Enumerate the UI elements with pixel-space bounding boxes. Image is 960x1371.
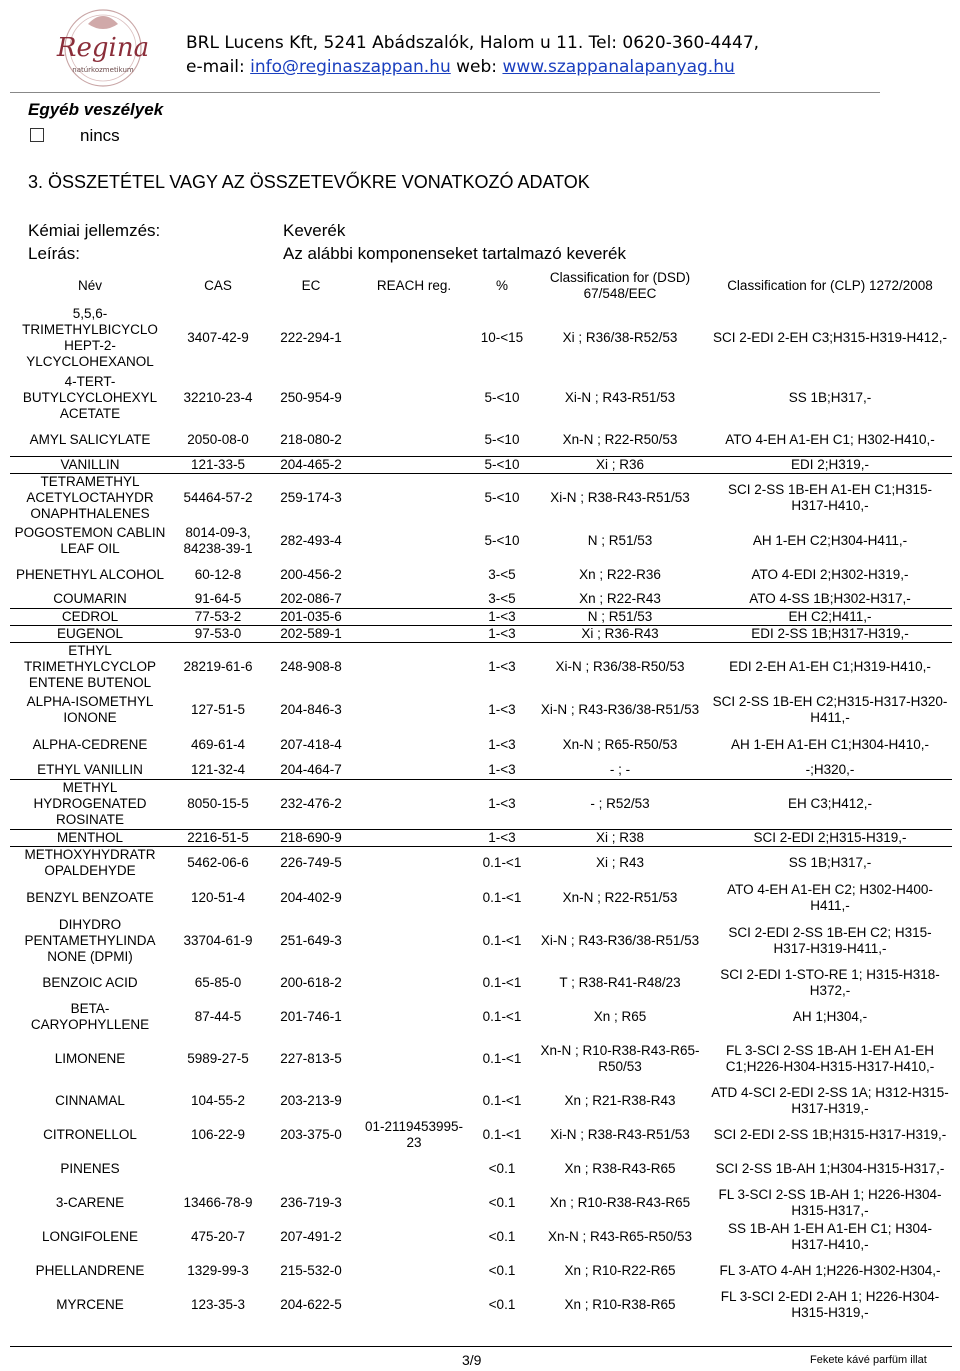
cell-name: ALPHA-ISOMETHYL IONONE <box>26 694 154 725</box>
cell-percent: 0.1-<1 <box>482 1127 522 1142</box>
cell-dsd: Xn-N ; R22-R51/53 <box>562 890 678 905</box>
table-row <box>10 1000 952 1034</box>
cell-ec: 204-402-9 <box>280 890 342 905</box>
table-row <box>10 559 952 591</box>
cell-clp: EDI 2-EH A1-EH C1;H319-H410,- <box>729 659 931 675</box>
cell-dsd: Xi ; R36-R43 <box>532 625 708 642</box>
cell-ec: 282-493-4 <box>280 533 342 548</box>
cell-ec <box>266 1152 356 1186</box>
cell-percent: 0.1-<1 <box>482 890 522 905</box>
cell-cas: 87-44-5 <box>194 1009 242 1024</box>
cell-ec: 236-719-3 <box>280 1195 342 1210</box>
svg-text:natúrkozmetikum: natúrkozmetikum <box>72 66 134 74</box>
cell-name: MENTHOL <box>10 829 170 846</box>
cell-clp: ATO 4-EDI 2;H302-H319,- <box>751 567 909 582</box>
cell-dsd: Xi ; R36 <box>532 456 708 473</box>
cell-reach <box>356 591 472 608</box>
cell-percent: <0.1 <box>488 1263 516 1278</box>
cell-percent: 1-<3 <box>472 625 532 642</box>
cell-dsd: - ; R52/53 <box>532 779 708 829</box>
cell-clp: SCI 2-SS 1B-AH 1;H304-H315-H317,- <box>715 1161 945 1176</box>
cell-reach <box>356 692 472 728</box>
cell-percent: 1-<3 <box>488 737 516 752</box>
cell-reach <box>356 966 472 1000</box>
table-row <box>10 1220 952 1254</box>
cell-ec: 251-649-3 <box>280 933 342 948</box>
cell-name: 3-CARENE <box>55 1195 125 1210</box>
cell-dsd: T ; R38-R41-R48/23 <box>559 975 681 990</box>
cell-cas: 1329-99-3 <box>187 1263 249 1278</box>
cell-ec: 218-080-2 <box>266 424 356 456</box>
cell-clp: FL 3-SCI 2-SS 1B-AH 1-EH A1-EH C1;H226-H304-H315-H317-H410,- <box>725 1043 935 1074</box>
cell-cas: 60-12-8 <box>194 567 242 582</box>
cell-clp: SCI 2-EDI 2-SS 1B-EH C2; H315-H317-H319-H411,- <box>728 925 932 956</box>
cell-reach <box>356 1254 472 1288</box>
cell-clp: SCI 2-SS 1B-EH C2;H315-H317-H320-H411,- <box>712 694 948 725</box>
cell-cas: 3407-42-9 <box>187 330 249 345</box>
cell-reach <box>356 1084 472 1118</box>
cell-percent: <0.1 <box>488 1297 516 1312</box>
cell-name: ETHYL VANILLIN <box>10 762 170 779</box>
cell-dsd: Xn-N ; R22-R50/53 <box>532 424 708 456</box>
cell-dsd: Xn ; R10-R22-R65 <box>564 1263 676 1278</box>
table-row <box>10 424 952 456</box>
cell-clp: AH 1-EH A1-EH C1;H304-H410,- <box>730 737 930 752</box>
cell-cas: 123-35-3 <box>190 1297 246 1312</box>
cell-percent: <0.1 <box>488 1195 516 1210</box>
cell-percent: 0.1-<1 <box>482 1009 522 1024</box>
cell-reach <box>356 779 472 829</box>
cell-cas: 8014-09-3, 84238-39-1 <box>183 525 253 556</box>
cell-name: ETHYL TRIMETHYLCYCLOP ENTENE BUTENOL <box>23 643 157 691</box>
cell-dsd: Xn ; R21-R38-R43 <box>564 1093 676 1108</box>
col-header-clp: Classification for (CLP) 1272/2008 <box>727 278 933 293</box>
cell-dsd: Xi-N ; R36/38-R50/53 <box>555 659 685 675</box>
cell-dsd: N ; R51/53 <box>532 608 708 625</box>
cell-reach <box>356 1000 472 1034</box>
table-row <box>10 1288 952 1322</box>
table-row <box>10 762 952 779</box>
cell-ec: 248-908-8 <box>280 659 342 675</box>
cell-dsd: Xn ; R38-R43-R65 <box>564 1161 676 1176</box>
col-header-name: Név <box>77 278 102 293</box>
cell-percent: 5-<10 <box>484 533 520 548</box>
chem-value: Keverék <box>283 221 346 240</box>
cell-ec: 259-174-3 <box>280 490 342 506</box>
table-header-row <box>10 268 952 304</box>
cell-clp: SCI 2-EDI 1-STO-RE 1; H315-H318-H372,- <box>720 967 940 998</box>
header-divider <box>10 92 880 93</box>
cell-reach <box>356 762 472 779</box>
cell-percent: 5-<10 <box>484 490 520 506</box>
composition-table <box>10 268 952 1322</box>
cell-ec: 201-746-1 <box>280 1009 342 1024</box>
cell-reach <box>356 880 472 916</box>
composition-table-body <box>10 304 952 1322</box>
cell-reach <box>356 473 472 523</box>
cell-name: COUMARIN <box>10 591 170 608</box>
table-row <box>10 1034 952 1084</box>
cell-cas <box>170 1152 266 1186</box>
cell-name: BENZYL BENZOATE <box>26 890 154 905</box>
cell-percent: 0.1-<1 <box>482 933 522 948</box>
cell-dsd: Xi-N ; R43-R51/53 <box>564 390 676 405</box>
cell-cas: 2216-51-5 <box>170 829 266 846</box>
cell-ec: 200-618-2 <box>280 975 342 990</box>
contact-line: e-mail: info@reginaszappan.hu web: www.szappanalapanyag.hu <box>186 57 735 77</box>
cell-clp: ATO 4-SS 1B;H302-H317,- <box>708 591 952 608</box>
cell-dsd: Xn ; R22-R36 <box>579 567 661 582</box>
table-row <box>10 608 952 625</box>
col-header-dsd: Classification for (DSD) 67/548/EEC <box>549 270 691 301</box>
company-line: BRL Lucens Kft, 5241 Abádszalók, Halom u 11. Tel: 0620-360-4447, <box>186 33 760 53</box>
cell-ec: 201-035-6 <box>266 608 356 625</box>
cell-clp: EDI 2-SS 1B;H317-H319,- <box>708 625 952 642</box>
regina-logo <box>28 4 178 92</box>
cell-name: AMYL SALICYLATE <box>10 424 170 456</box>
table-row <box>10 625 952 642</box>
cell-ec: 202-589-1 <box>266 625 356 642</box>
cell-reach <box>356 1186 472 1220</box>
cell-reach <box>356 424 472 456</box>
cell-ec: 204-464-7 <box>266 762 356 779</box>
cell-name: POGOSTEMON CABLIN LEAF OIL <box>14 525 166 556</box>
cell-ec: 207-491-2 <box>280 1229 342 1244</box>
cell-ec: 200-456-2 <box>280 567 342 582</box>
table-row <box>10 372 952 424</box>
table-row <box>10 591 952 608</box>
cell-name: BENZOIC ACID <box>42 975 138 990</box>
email-link[interactable]: info@reginaszappan.hu <box>250 57 451 77</box>
cell-cas: 65-85-0 <box>194 975 242 990</box>
cell-ec: 204-622-5 <box>280 1297 342 1312</box>
cell-reach <box>356 1288 472 1322</box>
cell-percent: 5-<10 <box>472 456 532 473</box>
table-row <box>10 1084 952 1118</box>
cell-reach <box>356 728 472 762</box>
cell-dsd: Xn ; R22-R43 <box>532 591 708 608</box>
cell-ec: 232-476-2 <box>266 779 356 829</box>
cell-ec: 215-532-0 <box>280 1263 342 1278</box>
cell-dsd: Xi ; R38 <box>532 829 708 846</box>
cell-percent: 1-<3 <box>488 659 516 675</box>
cell-percent: 10-<15 <box>480 330 524 345</box>
cell-reach <box>356 916 472 966</box>
cell-reach <box>356 846 472 880</box>
cell-percent: 0.1-<1 <box>482 1051 522 1066</box>
cell-cas: 77-53-2 <box>170 608 266 625</box>
cell-dsd: Xn ; R10-R38-R65 <box>564 1297 676 1312</box>
table-row <box>10 304 952 372</box>
cell-name: TETRAMETHYL ACETYLOCTAHYDR ONAPHTHALENES <box>26 474 154 522</box>
other-hazards-title: Egyéb veszélyek <box>28 100 164 119</box>
col-header-cas: CAS <box>204 278 232 293</box>
cell-clp: SS 1B;H317,- <box>788 855 872 871</box>
cell-reach <box>356 304 472 372</box>
cell-percent: 5-<10 <box>472 424 532 456</box>
cell-clp: FL 3-SCI 2-SS 1B-AH 1; H226-H304-H315-H317,- <box>718 1187 942 1218</box>
cell-name: LIMONENE <box>54 1051 126 1066</box>
table-row <box>10 642 952 692</box>
col-header-ec: EC <box>301 278 321 293</box>
cell-cas: 5989-27-5 <box>187 1051 249 1066</box>
cell-cas: 54464-57-2 <box>183 490 253 506</box>
cell-cas: 91-64-5 <box>170 591 266 608</box>
cell-cas: 469-61-4 <box>190 737 246 752</box>
cell-name: CINNAMAL <box>55 1093 125 1108</box>
cell-cas: 120-51-4 <box>190 890 246 905</box>
cell-clp: -;H320,- <box>708 762 952 779</box>
table-row <box>10 728 952 762</box>
desc-label: Leírás: <box>28 244 80 263</box>
table-row <box>10 779 952 829</box>
cell-dsd: Xi ; R36/38-R52/53 <box>562 330 678 345</box>
cell-reach <box>356 608 472 625</box>
cell-name: VANILLIN <box>10 456 170 473</box>
cell-clp: FL 3-ATO 4-AH 1;H226-H302-H304,- <box>719 1263 941 1278</box>
cell-cas: 106-22-9 <box>190 1127 246 1142</box>
cell-clp: EDI 2;H319,- <box>708 456 952 473</box>
table-row <box>10 523 952 559</box>
table-row <box>10 1118 952 1152</box>
cell-reach <box>356 559 472 591</box>
chem-label: Kémiai jellemzés: <box>28 221 161 240</box>
cell-clp: SCI 2-EDI 2-SS 1B;H315-H317-H319,- <box>713 1127 947 1142</box>
cell-clp: EH C2;H411,- <box>708 608 952 625</box>
cell-name: METHYL HYDROGENATED ROSINATE <box>10 779 170 829</box>
table-row <box>10 1152 952 1186</box>
cell-reach <box>356 829 472 846</box>
cell-percent: 0.1-<1 <box>482 975 522 990</box>
cell-name: MYRCENE <box>56 1297 124 1312</box>
cell-clp: SCI 2-SS 1B-EH A1-EH C1;H315-H317-H410,- <box>727 482 933 514</box>
cell-reach <box>356 642 472 692</box>
cell-name: PHENETHYL ALCOHOL <box>15 567 165 582</box>
cell-cas: 121-32-4 <box>170 762 266 779</box>
table-row <box>10 916 952 966</box>
table-row <box>10 1254 952 1288</box>
cell-name: EUGENOL <box>10 625 170 642</box>
cell-reach <box>356 1034 472 1084</box>
cell-clp: SS 1B-AH 1-EH A1-EH C1; H304-H317-H410,- <box>727 1221 933 1252</box>
cell-name: PINENES <box>60 1161 120 1176</box>
footer-divider <box>10 1346 952 1347</box>
cell-cas: 28219-61-6 <box>183 659 253 675</box>
cell-reach: 01-2119453995-23 <box>364 1119 464 1150</box>
cell-ec: 227-813-5 <box>280 1051 342 1066</box>
web-link[interactable]: www.szappanalapanyag.hu <box>502 57 735 77</box>
cell-dsd: Xi-N ; R43-R36/38-R51/53 <box>540 933 700 948</box>
cell-clp: SCI 2-EDI 2;H315-H319,- <box>708 829 952 846</box>
cell-name: CEDROL <box>10 608 170 625</box>
cell-percent: 3-<5 <box>488 567 516 582</box>
table-row <box>10 880 952 916</box>
cell-clp: ATO 4-EH A1-EH C1; H302-H410,- <box>708 424 952 456</box>
table-row <box>10 692 952 728</box>
col-header-percent: % <box>495 278 508 293</box>
cell-ec: 226-749-5 <box>280 855 342 871</box>
cell-reach <box>356 372 472 424</box>
cell-name: PHELLANDRENE <box>35 1263 145 1278</box>
cell-reach <box>356 456 472 473</box>
cell-reach <box>356 523 472 559</box>
cell-reach <box>356 1220 472 1254</box>
cell-cas: 127-51-5 <box>190 702 246 717</box>
cell-percent: 1-<3 <box>472 829 532 846</box>
cell-ec: 204-465-2 <box>266 456 356 473</box>
col-header-reach: REACH reg. <box>376 278 452 293</box>
cell-cas: 104-55-2 <box>190 1093 246 1108</box>
cell-dsd: - ; - <box>532 762 708 779</box>
table-row <box>10 473 952 523</box>
cell-name: 4-TERT-BUTYLCYCLOHEXYL ACETATE <box>22 374 158 421</box>
cell-ec: 207-418-4 <box>280 737 342 752</box>
cell-dsd: Xn-N ; R10-R38-R43-R65-R50/53 <box>540 1043 700 1074</box>
cell-ec: 203-375-0 <box>280 1127 342 1142</box>
footer-product-name: Fekete kávé parfüm illat <box>810 1354 927 1366</box>
cell-cas: 5462-06-6 <box>187 855 249 871</box>
cell-clp: SS 1B;H317,- <box>788 390 872 405</box>
page-number: 3/9 <box>462 1352 482 1368</box>
cell-clp: ATO 4-EH A1-EH C2; H302-H400-H411,- <box>727 882 933 913</box>
cell-dsd: Xn-N ; R65-R50/53 <box>562 737 678 752</box>
cell-ec: 218-690-9 <box>266 829 356 846</box>
cell-dsd: Xn ; R10-R38-R43-R65 <box>549 1195 691 1210</box>
cell-ec: 204-846-3 <box>280 702 342 717</box>
cell-cas: 33704-61-9 <box>183 933 253 948</box>
cell-name: 5,5,6-TRIMETHYLBICYCLO HEPT-2-YLCYCLOHEXANOL <box>22 306 158 369</box>
cell-name: METHOXYHYDRATR OPALDEHYDE <box>24 847 156 879</box>
cell-percent: <0.1 <box>488 1161 516 1176</box>
cell-name: DIHYDRO PENTAMETHYLINDA NONE (DPMI) <box>24 917 156 964</box>
cell-clp: FL 3-SCI 2-EDI 2-AH 1; H226-H304-H315-H319,- <box>720 1289 940 1320</box>
cell-dsd: Xn-N ; R43-R65-R50/53 <box>547 1229 693 1244</box>
cell-reach <box>356 625 472 642</box>
cell-clp: AH 1-EH C2;H304-H411,- <box>752 533 908 548</box>
section-title: 3. ÖSSZETÉTEL VAGY AZ ÖSSZETEVŐKRE VONATKOZÓ ADATOK <box>28 172 590 192</box>
svg-text:Regina: Regina <box>56 33 150 63</box>
cell-name: CITRONELLOL <box>43 1127 137 1142</box>
checkbox-icon <box>30 128 44 142</box>
cell-percent: 1-<3 <box>472 608 532 625</box>
cell-ec: 222-294-1 <box>280 330 342 345</box>
cell-ec: 202-086-7 <box>266 591 356 608</box>
table-row <box>10 966 952 1000</box>
table-row <box>10 846 952 880</box>
cell-percent: 1-<3 <box>488 702 516 717</box>
cell-cas: 475-20-7 <box>190 1229 246 1244</box>
cell-clp: ATD 4-SCI 2-EDI 2-SS 1A; H312-H315-H317-H319,- <box>711 1085 949 1116</box>
cell-dsd: Xn ; R65 <box>593 1009 647 1024</box>
cell-cas: 2050-08-0 <box>170 424 266 456</box>
cell-cas: 32210-23-4 <box>183 390 253 405</box>
cell-dsd: Xi-N ; R38-R43-R51/53 <box>550 1127 690 1142</box>
other-hazards-item: nincs <box>30 126 120 146</box>
table-row <box>10 456 952 473</box>
cell-cas: 97-53-0 <box>170 625 266 642</box>
cell-percent: 5-<10 <box>484 390 520 405</box>
cell-percent: 0.1-<1 <box>482 1093 522 1108</box>
cell-clp: EH C3;H412,- <box>708 779 952 829</box>
cell-percent: 1-<3 <box>472 762 532 779</box>
cell-ec: 203-213-9 <box>280 1093 342 1108</box>
cell-name: BETA-CARYOPHYLLENE <box>30 1001 150 1032</box>
cell-dsd: N ; R51/53 <box>587 533 653 548</box>
cell-percent: 1-<3 <box>472 779 532 829</box>
cell-dsd: Xi-N ; R43-R36/38-R51/53 <box>540 702 700 717</box>
cell-reach <box>356 1152 472 1186</box>
cell-clp: AH 1;H304,- <box>792 1009 868 1024</box>
cell-name: ALPHA-CEDRENE <box>32 737 148 752</box>
cell-cas: 121-33-5 <box>170 456 266 473</box>
cell-cas: 13466-78-9 <box>183 1195 253 1210</box>
cell-name: LONGIFOLENE <box>41 1229 139 1244</box>
cell-cas: 8050-15-5 <box>170 779 266 829</box>
desc-value: Az alábbi komponenseket tartalmazó keverék <box>283 244 627 263</box>
cell-percent: 3-<5 <box>472 591 532 608</box>
cell-percent: 0.1-<1 <box>482 855 522 871</box>
table-row <box>10 829 952 846</box>
cell-dsd: Xi ; R43 <box>595 855 645 871</box>
cell-percent: <0.1 <box>488 1229 516 1244</box>
table-row <box>10 1186 952 1220</box>
cell-dsd: Xi-N ; R38-R43-R51/53 <box>550 490 690 506</box>
cell-clp: SCI 2-EDI 2-EH C3;H315-H319-H412,- <box>712 330 948 345</box>
cell-ec: 250-954-9 <box>280 390 342 405</box>
